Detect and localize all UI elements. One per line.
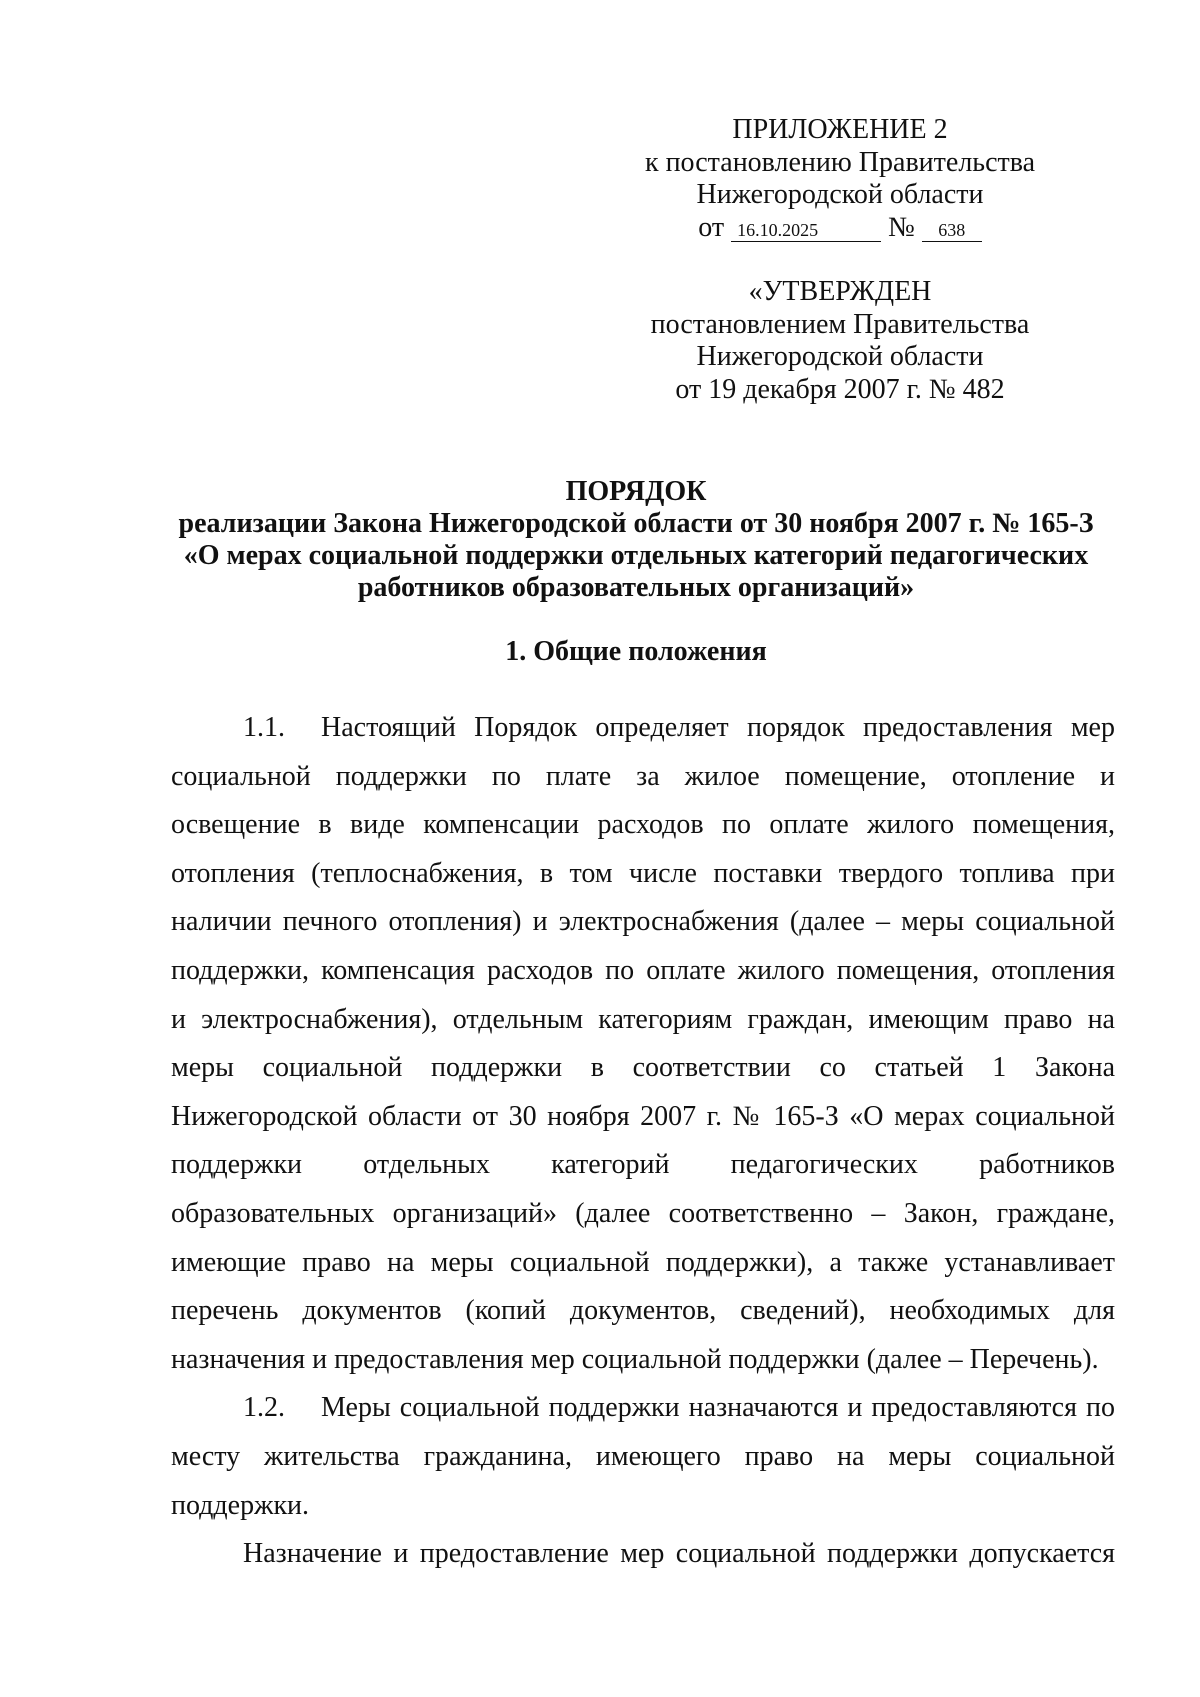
approved-line-1: «УТВЕРЖДЕН <box>748 276 932 307</box>
title-line-2: «О мерах социальной поддержки отдельных категорий педагогических <box>183 540 1089 571</box>
annex-line-1: к постановлению Правительства <box>644 146 1036 178</box>
annex-date-field: 16.10.2025 <box>731 219 881 242</box>
paragraph-line: меры социальной поддержки в соответствии со статьей 1 Закона <box>171 1052 1115 1084</box>
annex-from-label: от <box>698 211 725 243</box>
annex-number-field: 638 <box>922 219 982 242</box>
paragraph-line: наличии печного отопления) и электроснабжения (далее – меры социальной <box>171 906 1115 938</box>
paragraph-line: имеющие право на меры социальной поддержки), а также устанавливает <box>171 1246 1115 1278</box>
paragraph-next <box>171 1530 1115 1579</box>
approved-line-2: постановлением Правительства <box>650 308 1030 340</box>
approved-line-3: Нижегородской области <box>696 341 984 372</box>
paragraph-line: освещение в виде компенсации расходов по оплате жилого помещения, <box>171 809 1115 841</box>
paragraph-line: поддержки, компенсация расходов по оплате жилого помещения, отопления <box>171 954 1115 986</box>
annex-title: ПРИЛОЖЕНИЕ 2 <box>732 114 948 145</box>
document-title <box>160 476 1112 604</box>
paragraph-1-1 <box>171 704 1115 1384</box>
annex-header <box>620 114 1060 244</box>
paragraph-line: отопления (теплоснабжения, в том числе поставки твердого топлива при <box>171 857 1115 889</box>
paragraph-line: Нижегородской области от 30 ноября 2007 г. № 165-З «О мерах социальной <box>171 1100 1115 1132</box>
paragraph-line: месту жительства гражданина, имеющего право на меры социальной <box>171 1440 1115 1472</box>
approved-line-4: от 19 декабря 2007 г. № 482 <box>675 373 1005 405</box>
paragraph-1-2 <box>171 1384 1115 1530</box>
body-text <box>171 704 1115 1579</box>
title-main: ПОРЯДОК <box>565 476 707 507</box>
paragraph-line: и электроснабжения), отдельным категориям граждан, имеющим право на <box>171 1003 1115 1035</box>
annex-number-label: № <box>888 211 915 243</box>
paragraph-line: поддержки отдельных категорий педагогических работников <box>171 1149 1115 1181</box>
title-line-1: реализации Закона Нижегородской области от 30 ноября 2007 г. № 165-З <box>178 508 1094 539</box>
paragraph-line: 1.2. Меры социальной поддержки назначаются и предоставляются по <box>243 1392 1115 1424</box>
paragraph-line: образовательных организаций» (далее соответственно – Закон, граждане, <box>171 1197 1115 1229</box>
section-heading: 1. Общие положения <box>505 636 767 667</box>
paragraph-line: Назначение и предоставление мер социальной поддержки допускается <box>243 1538 1115 1570</box>
paragraph-number: 1.2. <box>243 1392 285 1424</box>
paragraph-line: поддержки. <box>171 1489 310 1521</box>
title-line-3: работников образовательных организаций» <box>357 572 915 603</box>
paragraph-line: социальной поддержки по плате за жилое помещение, отопление и <box>171 760 1115 792</box>
paragraph-line: назначения и предоставления мер социальной поддержки (далее – Перечень). <box>171 1343 1099 1375</box>
paragraph-line: перечень документов (копий документов, сведений), необходимых для <box>171 1295 1115 1327</box>
paragraph-number: 1.1. <box>243 712 285 743</box>
approved-stamp <box>620 276 1060 406</box>
annex-date-line <box>620 212 1060 245</box>
paragraph-line: 1.1. Настоящий Порядок определяет порядок предоставления мер <box>243 712 1115 743</box>
annex-line-2: Нижегородской области <box>696 179 984 210</box>
